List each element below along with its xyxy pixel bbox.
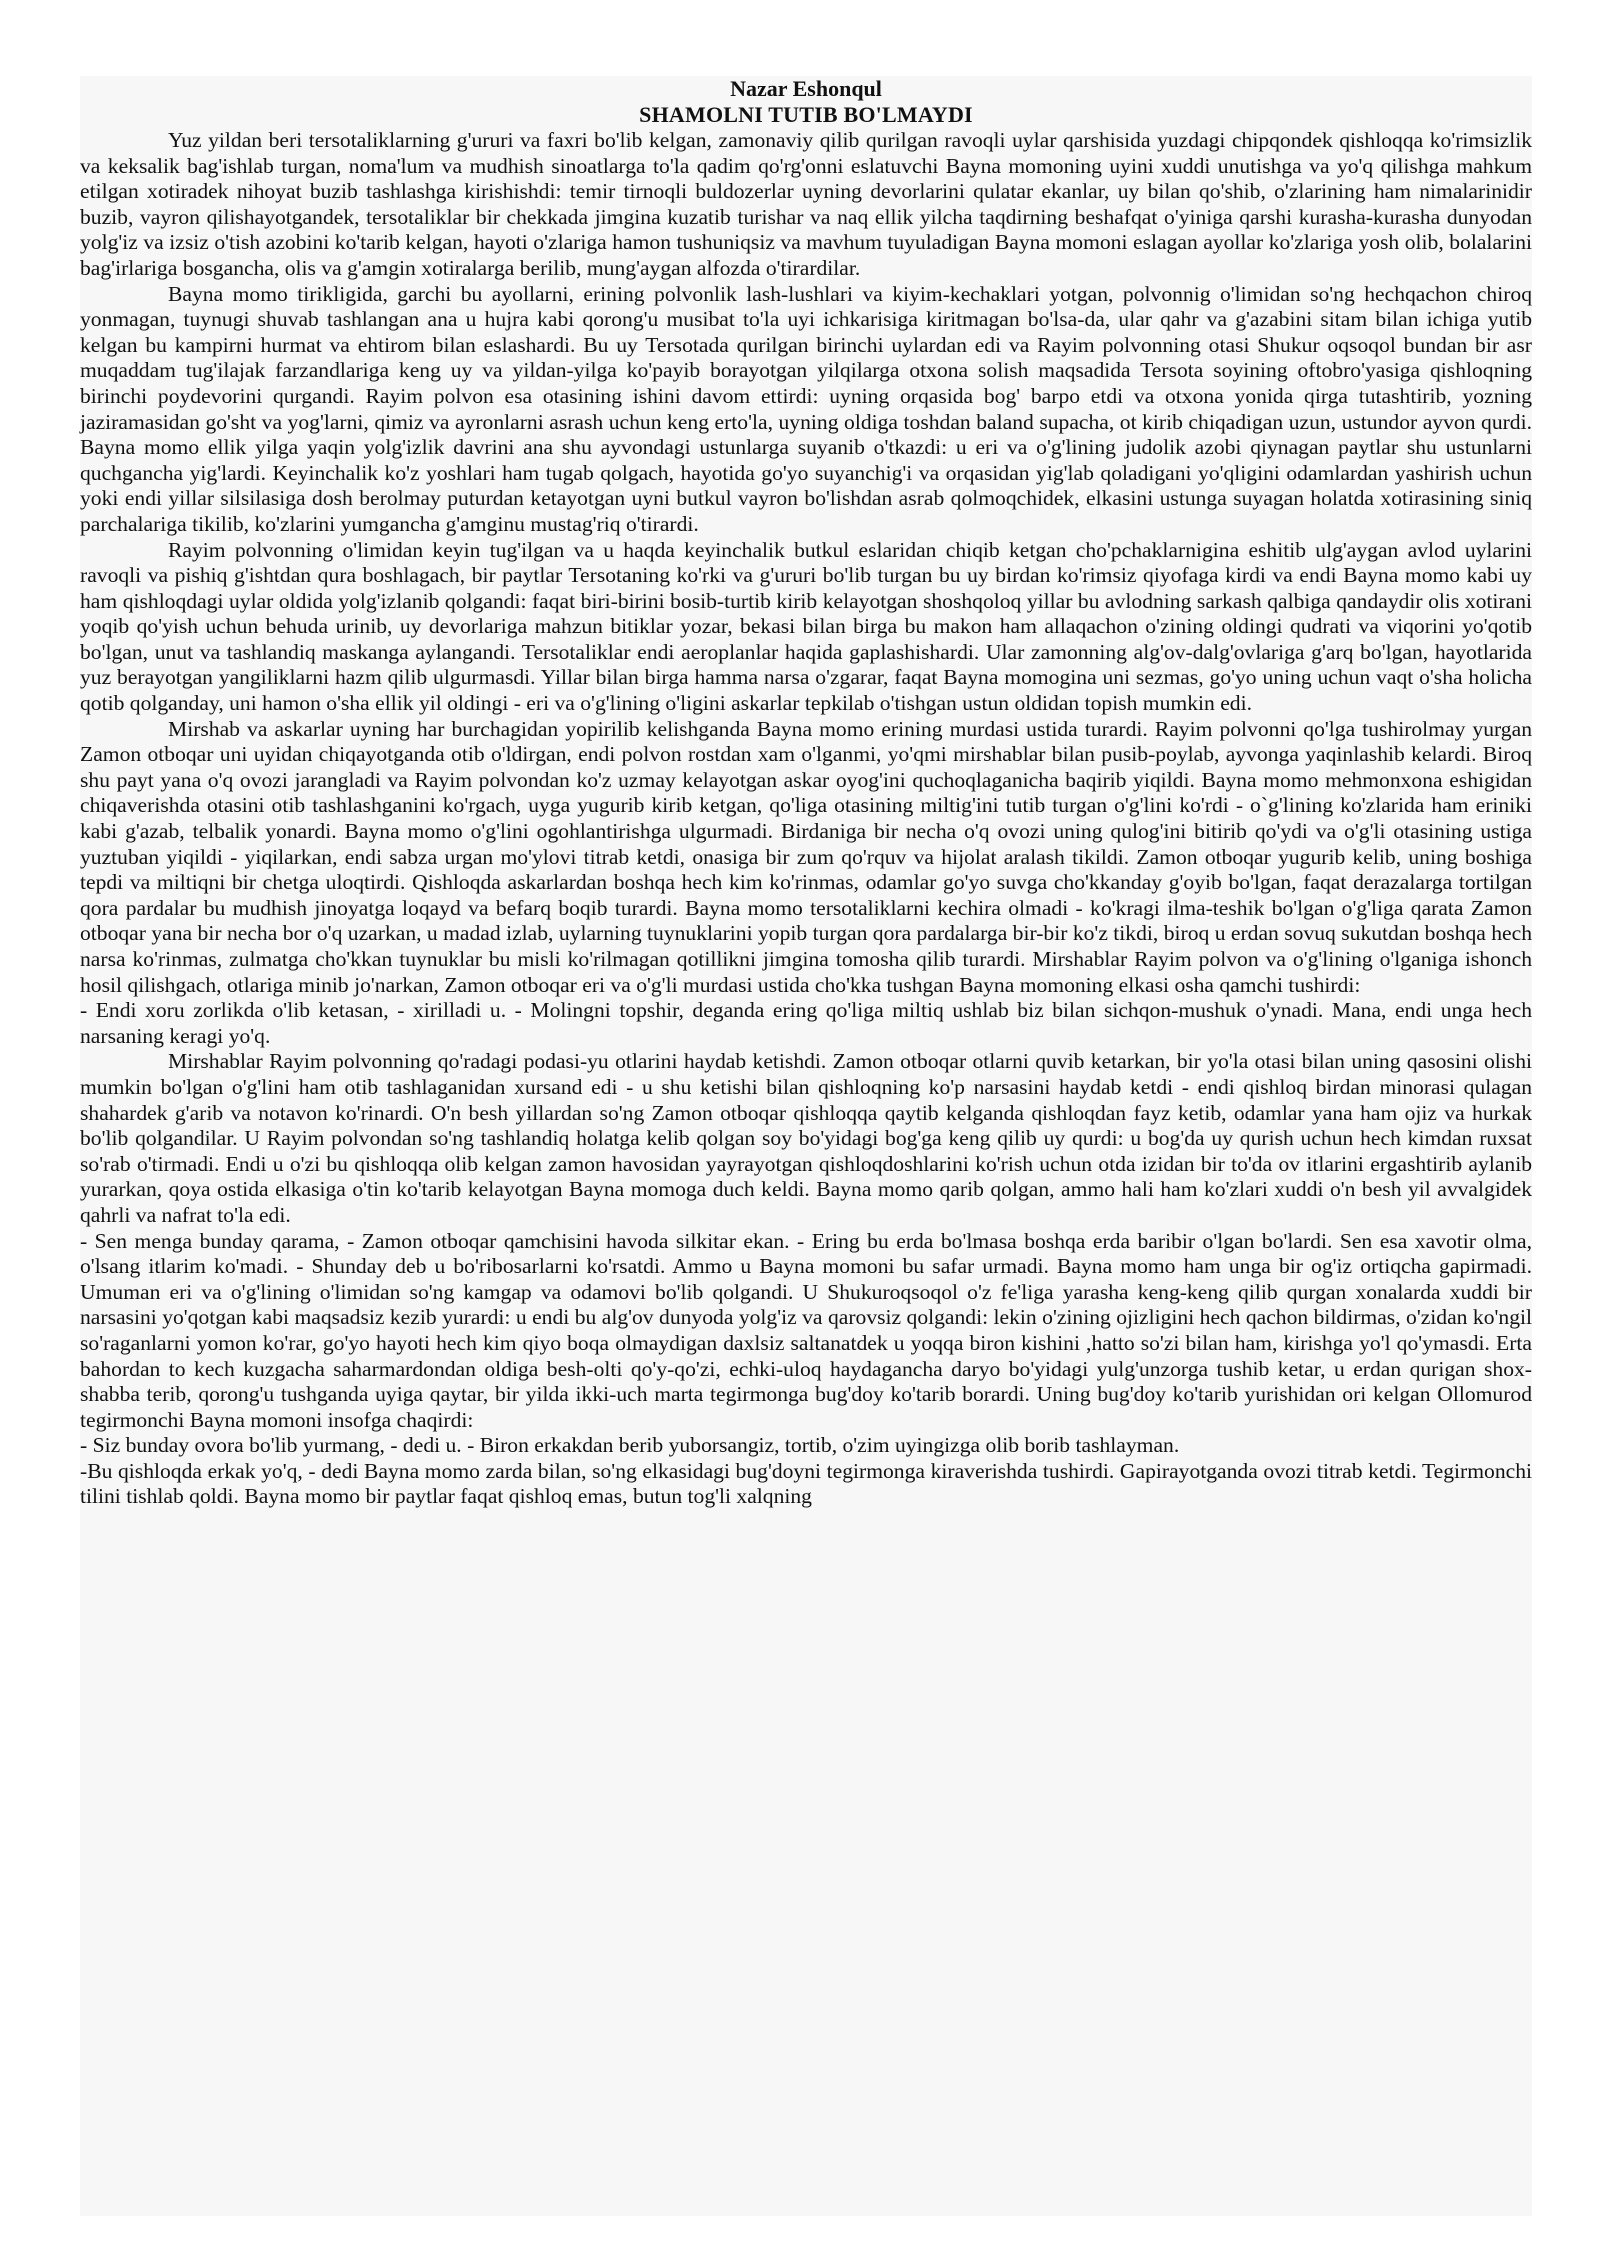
dialogue-line: - Endi xoru zorlikda o'lib ketasan, - xirilladi u. - Molingni topshir, deganda ering qo'liga miltiq ushlab biz bilan sichqon-mushuk o'ynadi. Mana, endi unga hech narsaning keragi yo'q. (80, 998, 1532, 1048)
paragraph: Yuz yildan beri tersotaliklarning g'ururi va faxri bo'lib kelgan, zamonaviy qilib qurilgan ravoqli uylar qarshisida yuzdagi chipqondek qishloqqa ko'rimsizlik va keksalik bag'ishlab turgan, noma'lum va mudhish sinoatlarga to'la qadim qo'rg'onni eslatuvchi Bayna momoning uyini xuddi unutishga va yo'q qilishga mahkum etilgan xotiradek nihoyat buzib tashlashga kirishishdi: temir tirnoqli buldozerlar uyning devorlarini qulatar ekanlar, uy bilan qo'shib, o'zlarining ham nimalarinidir buzib, vayron qilishayotgandek, tersotaliklar bir chekkada jimgina kuzatib turishar va naq ellik yilcha taqdirning beshafqat o'yiniga qarshi kurasha-kurasha dunyodan yolg'iz va izsiz o'tish azobini ko'tarib kelgan, hayoti o'zlariga hamon tushuniqsiz va mavhum tuyuladigan Bayna momoni eslagan ayollar ko'zlariga yosh olib, bolalarini bag'irlariga bosgancha, olis va g'amgin xotiralarga berilib, mung'aygan alfozda o'tirardilar. (80, 128, 1532, 280)
paragraph: Mirshab va askarlar uyning har burchagidan yopirilib kelishganda Bayna momo erining murdasi ustida turardi. Rayim polvonni qo'lga tushirolmay yurgan Zamon otboqar uni uyidan chiqayotganda otib o'ldirgan, endi polvon rostdan xam o'lganmi, yo'qmi mirshablar bilan pusib-poylab, ayvonga yaqinlashib kelardi. Biroq shu payt yana o'q ovozi jarangladi va Rayim polvondan ko'z uzmay kelayotgan askar oyog'ini quchoqlaganicha baqirib yiqildi. Bayna momo mehmonxona eshigidan chiqaverishda otasini otib tashlashganini ko'rgach, uyga yugurib kirib ketgan, qo'liga otasining miltig'ini tutib turgan o'g'lini ko'rdi - o`g'lining ko'zlarida ham eriniki kabi g'azab, telbalik yonardi. Bayna momo o'g'lini ogohlantirishga ulgurmadi. Birdaniga bir necha o'q ovozi uning qulog'ini bitirib qo'ydi va o'g'li otasining ustiga yuztuban yiqildi - yiqilarkan, endi sabza urgan mo'ylovi titrab ketdi, onasiga bir zum qo'rquv va hijolat aralash tikildi. Zamon otboqar yugurib kelib, uning boshiga tepdi va miltiqni bir chetga uloqtirdi. Qishloqda askarlardan boshqa hech kim ko'rinmas, odamlar go'yo suvga cho'kkanday g'oyib bo'lgan, faqat derazalarga tortilgan qora pardalar bu mudhish jinoyatga loqayd va befarq boqib turardi. Bayna momo tersotaliklarni kechira olmadi - ko'kragi ilma-teshik bo'lgan o'g'liga qarata Zamon otboqar yana bir necha bor o'q uzarkan, u madad izlab, uylarning tuynuklarini yopib turgan qora pardalarga bir-bir ko'z tikdi, biroq u erdan sovuq sukutdan boshqa hech narsa ko'rinmas, zulmatga cho'kkan tuynuklar bu misli ko'rilmagan qotillikni jimgina tomosha qilib turardi. Mirshablar Rayim polvon va o'g'lining o'lganiga ishonch hosil qilishgach, otlariga minib jo'narkan, Zamon otboqar eri va o'g'li murdasi ustida cho'kka tushgan Bayna momoning elkasi osha qamchi tushirdi: (80, 716, 1532, 997)
document-body (80, 76, 1532, 1510)
paragraph: Mirshablar Rayim polvonning qo'radagi podasi-yu otlarini haydab ketishdi. Zamon otboqar otlarni quvib ketarkan, bir yo'la otasi bilan uning qasosini olishi mumkin bo'lgan o'g'lini ham otib tashlaganidan xursand edi - u shu ketishi bilan qishloqning ko'p narsasini haydab ketdi - endi qishloq birdan minorasi qulagan shahardek g'arib va notavon ko'rinardi. O'n besh yillardan so'ng Zamon otboqar qishloqqa qaytib kelganda qishloqdan fayz ketib, odamlar yana ham ojiz va hurkak bo'lib qolgandilar. U Rayim polvondan so'ng tashlandiq holatga kelib qolgan soy bo'yidagi bog'ga keng qilib uy qurdi: u bog'da uy qurish uchun hech kimdan ruxsat so'rab o'tirmadi. Endi u o'zi bu qishloqqa olib kelgan zamon havosidan yayrayotgan qishloqdoshlarini ko'rish uchun otda izidan bir to'da ov itlarini ergashtirib aylanib yurarkan, qoya ostida elkasiga o'tin ko'tarib kelayotgan Bayna momoga duch keldi. Bayna momo qarib qolgan, ammo hali ham ko'zlari xuddi o'n besh yil avvalgidek qahrli va nafrat to'la edi. (80, 1049, 1532, 1227)
paragraph: Bayna momo tirikligida, garchi bu ayollarni, erining polvonlik lash-lushlari va kiyim-kechaklari yotgan, polvonnig o'limidan so'ng hechqachon chiroq yonmagan, tuynugi shuvab tashlangan ana u hujra kabi qorong'u musibat to'la uyi ichkarisiga kiritmagan bo'lsa-da, ular qahr va g'azabini sitam bilan ichiga yutib kelgan bu kampirni hurmat va ehtirom bilan eslashardi. Bu uy Tersotada qurilgan birinchi uylardan edi va Rayim polvonning otasi Shukur oqsoqol bundan bir asr muqaddam tug'ilajak farzandlariga keng uy va yildan-yilga ko'payib borayotgan yilqilarga otxona solish maqsadida Tersota soyining oftobro'yasiga qishloqning birinchi poydevorini qurgandi. Rayim polvon esa otasining ishini davom ettirdi: uyning orqasida bog' barpo etdi va otxona yonida qirga tutashtirib, yozning jaziramasidan go'sht va yog'larni, qimiz va ayronlarni asrash uchun keng erto'la, uyning oldiga toshdan baland supacha, ot kirib chiqadigan uzun, ustundor ayvon qurdi. Bayna momo ellik yilga yaqin yolg'izlik davrini ana shu ayvondagi ustunlarga suyanib o'tkazdi: u eri va o'g'lining judolik azobi qiynagan paytlar shu ustunlarni quchgancha yig'lardi. Keyinchalik ko'z yoshlari ham tugab qolgach, hayotida go'yo suyanchig'i va orqasidan yig'lab qoladigani yo'qligini odamlardan yashirish uchun yoki endi yillar silsilasiga dosh berolmay puturdan ketayotgan uyni butkul vayron bo'lishdan asrab qolmoqchidek, elkasini ustunga suyagan holatda xotirasining siniq parchalariga tikilib, ko'zlarini yumgancha g'amginu mustag'riq o'tirardi. (80, 281, 1532, 536)
story-title: SHAMOLNI TUTIB BO'LMAYDI (639, 102, 973, 127)
dialogue-line: - Sen menga bunday qarama, - Zamon otboqar qamchisini havoda silkitar ekan. - Ering bu erda bo'lmasa boshqa erda baribir o'lgan bo'lardi. Sen esa xavotir olma, o'lsang itlarim ko'madi. - Shunday deb u bo'ribosarlarni ko'rsatdi. Ammo u Bayna momoni bu safar urmadi. Bayna momo ham unga bir og'iz ortiqcha gapirmadi. Umuman eri va o'g'lining o'limidan so'ng kamgap va odamovi bo'lib qolgandi. U Shukuroqsoqol o'z fe'liga yarasha keng-keng qilib qurgan xonalarda xuddi bir narsasini yo'qotgan kabi maqsadsiz kezib yurardi: u endi bu alg'ov dunyoda yolg'iz va qarovsiz qolgandi: lekin o'zining ojizligini hech qachon bildirmas, o'zidan ko'ngil so'raganlarni yomon ko'rar, go'yo hayoti hech kim qiyo boqa olmaydigan daxlsiz saltanatdek u yoqqa biron kishini ,hatto so'zi bilan ham, kirishga yo'l qo'ymasdi. Erta bahordan to kech kuzgacha saharmardondan oldiga besh-olti qo'y-qo'zi, echki-uloq haydagancha daryo bo'yidagi yulg'unzorga tushib ketar, u erdan qurigan shox-shabba terib, qorong'u tushganda uyiga qaytar, bir yilda ikki-uch marta tegirmonga bug'doy ko'tarib borardi. Uning bug'doy ko'tarib yurishidan ori kelgan Ollomurod tegirmonchi Bayna momoni insofga chaqirdi: (80, 1228, 1532, 1432)
author-name: Nazar Eshonqul (730, 76, 882, 101)
document-page (80, 76, 1532, 2216)
dialogue-line: -Bu qishloqda erkak yo'q, - dedi Bayna momo zarda bilan, so'ng elkasidagi bug'doyni tegirmonga kiraverishda tushirdi. Gapirayotganda ovozi titrab ketdi. Tegirmonchi tilini tishlab qoldi. Bayna momo bir paytlar faqat qishloq emas, butun tog'li xalqning (80, 1458, 1532, 1509)
dialogue-line: - Siz bunday ovora bo'lib yurmang, - dedi u. - Biron erkakdan berib yuborsangiz, tortib, o'zim uyingizga olib borib tashlayman. (80, 1433, 1180, 1458)
paragraph: Rayim polvonning o'limidan keyin tug'ilgan va u haqda keyinchalik butkul eslaridan chiqib ketgan cho'pchaklarnigina eshitib ulg'aygan avlod uylarini ravoqli va pishiq g'ishtdan qura boshlagach, bir paytlar Tersotaning ko'rki va g'ururi bo'lib turgan bu uy birdan ko'rimsiz qiyofaga kirdi va endi Bayna momo kabi uy ham qishloqdagi uylar oldida yolg'izlanib qolgandi: faqat biri-birini bosib-turtib kirib kelayotgan shoshqoloq yillar bu avlodning sarkash qalbiga qandaydir olis xotirani yoqib qo'yish uchun behuda urinib, uy devorlariga mahzun bitiklar yozar, bekasi bilan birga bu makon ham allaqachon o'zining oldingi qudrati va viqorini yo'qotib bo'lgan, unut va tashlandiq maskanga aylangandi. Tersotaliklar endi aeroplanlar haqida gaplashishardi. Ular zamonning alg'ov-dalg'ovlariga g'arq bo'lgan, hayotlarida yuz berayotgan yangiliklarni hazm qilib ulgurmasdi. Yillar bilan birga hamma narsa o'zgarar, faqat Bayna momogina uni sezmas, go'yo uning uchun vaqt o'sha holicha qotib qolganday, uni hamon o'sha ellik yil oldingi - eri va o'g'lining o'ligini askarlar tepkilab o'tishgan ustun oldidan topish mumkin edi. (80, 537, 1532, 716)
